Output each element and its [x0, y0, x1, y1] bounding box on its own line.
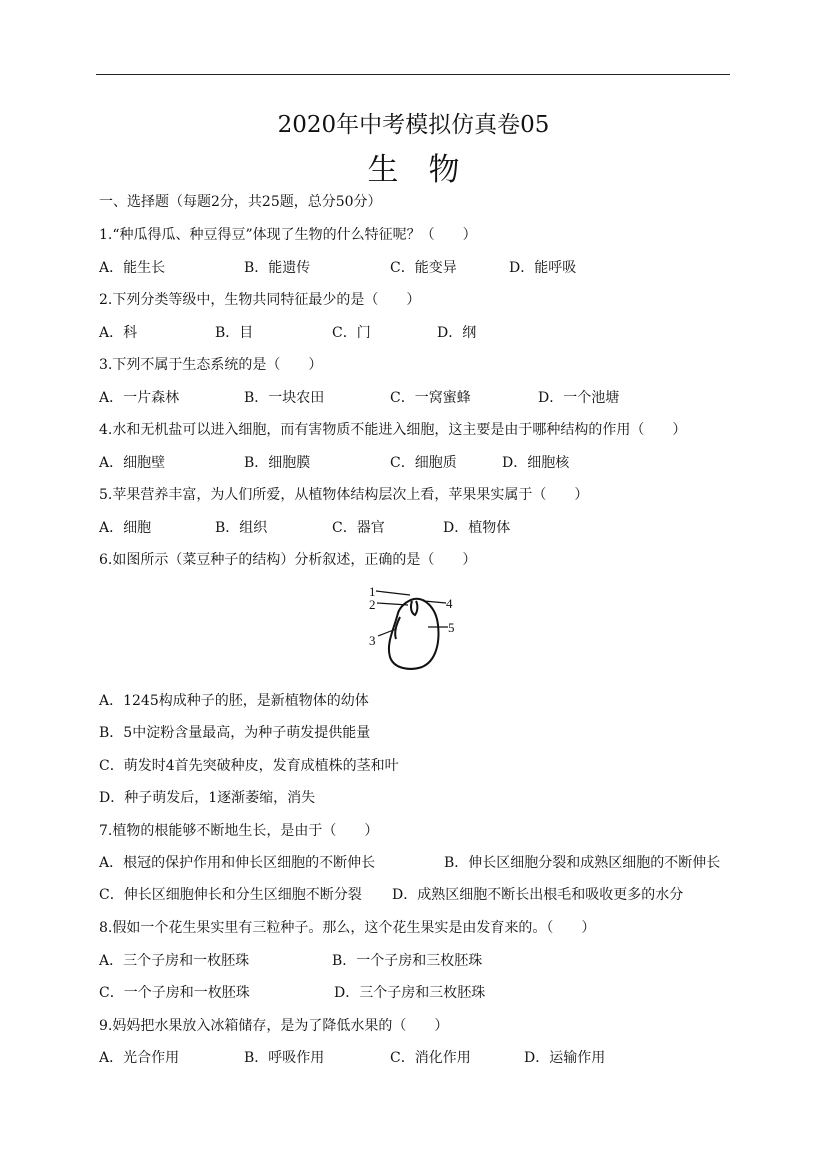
q6-option-a[interactable]: A．1245构成种子的胚，是新植物体的幼体 [99, 693, 369, 709]
q9-option-c[interactable]: C．消化作用 [390, 1050, 471, 1066]
subject-char-2: 物 [428, 152, 460, 188]
q5-option-c[interactable]: C．器官 [332, 520, 385, 536]
q1-option-a[interactable]: A．能生长 [99, 260, 166, 276]
subject-title [0, 144, 827, 189]
question-8-stem: 8.假如一个花生果实里有三粒种子。那么，这个花生果实是由发育来的。（ ） [99, 920, 596, 936]
q3-option-c[interactable]: C．一窝蜜蜂 [390, 390, 471, 406]
question-2-stem: 2.下列分类等级中，生物共同特征最少的是（ ） [99, 292, 421, 308]
section-heading: 一、选择题（每题2分，共25题，总分50分） [99, 194, 382, 210]
q8-option-b[interactable]: B．一个子房和三枚胚珠 [332, 953, 483, 969]
subject-char-1: 生 [367, 152, 399, 188]
header-rule [96, 74, 730, 75]
q3-option-a[interactable]: A．一片森林 [99, 390, 180, 406]
question-4-stem: 4.水和无机盐可以进入细胞，而有害物质不能进入细胞，这主要是由于哪种结构的作用（ ） [99, 422, 687, 438]
q6-option-b[interactable]: B．5中淀粉含量最高，为种子萌发提供能量 [99, 725, 371, 741]
q2-option-b[interactable]: B．目 [215, 325, 254, 341]
q5-option-d[interactable]: D．植物体 [443, 520, 511, 536]
figure-label-3: 3 [369, 633, 376, 648]
q3-option-b[interactable]: B．一块农田 [244, 390, 325, 406]
q8-option-a[interactable]: A．三个子房和一枚胚珠 [99, 953, 250, 969]
question-1-stem: 1.“种瓜得瓜、种豆得豆”体现了生物的什么特征呢？（ ） [99, 227, 477, 243]
figure-label-1: 1 [369, 584, 376, 599]
q1-option-b[interactable]: B．能遗传 [244, 260, 311, 276]
seed-outline [389, 599, 439, 669]
q2-option-c[interactable]: C．门 [332, 325, 371, 341]
question-3-stem: 3.下列不属于生态系统的是（ ） [99, 357, 323, 373]
question-7-stem: 7.植物的根能够不断地生长，是由于（ ） [99, 823, 379, 839]
figure-label-4: 4 [446, 596, 453, 611]
q2-option-a[interactable]: A．科 [99, 325, 138, 341]
q4-option-c[interactable]: C．细胞质 [390, 455, 457, 471]
q9-option-b[interactable]: B．呼吸作用 [244, 1050, 325, 1066]
q4-option-a[interactable]: A．细胞壁 [99, 455, 166, 471]
embryo-curve [411, 601, 417, 615]
q8-option-d[interactable]: D．三个子房和三枚胚珠 [334, 985, 486, 1001]
q2-option-d[interactable]: D．纲 [437, 325, 477, 341]
question-9-stem: 9.妈妈把水果放入冰箱储存，是为了降低水果的（ ） [99, 1018, 449, 1034]
q4-option-d[interactable]: D．细胞核 [502, 455, 570, 471]
question-6-stem: 6.如图所示（菜豆种子的结构）分析叙述，正确的是（ ） [99, 552, 477, 568]
q1-option-d[interactable]: D．能呼吸 [509, 260, 577, 276]
q7-option-c[interactable]: C．伸长区细胞伸长和分生区细胞不断分裂 [99, 887, 362, 903]
q1-option-c[interactable]: C．能变异 [390, 260, 457, 276]
q8-option-c[interactable]: C．一个子房和一枚胚珠 [99, 985, 250, 1001]
q9-option-a[interactable]: A．光合作用 [99, 1050, 180, 1066]
bean-seed-figure [360, 583, 470, 675]
label-line-1 [376, 591, 410, 595]
q9-option-d[interactable]: D．运输作用 [524, 1050, 606, 1066]
label-line-3 [378, 629, 396, 636]
q7-option-a[interactable]: A．根冠的保护作用和伸长区细胞的不断伸长 [99, 855, 376, 871]
figure-label-5: 5 [448, 620, 455, 635]
question-5-stem: 5.苹果营养丰富，为人们所爱，从植物体结构层次上看，苹果果实属于（ ） [99, 487, 589, 503]
page-title: 2020年中考模拟仿真卷05 [277, 112, 550, 138]
q4-option-b[interactable]: B．细胞膜 [244, 455, 311, 471]
q7-option-d[interactable]: D．成熟区细胞不断长出根毛和吸收更多的水分 [392, 887, 684, 903]
q5-option-b[interactable]: B．组织 [215, 520, 268, 536]
figure-label-2: 2 [369, 597, 376, 612]
q6-option-c[interactable]: C．萌发时4首先突破种皮，发育成植株的茎和叶 [99, 758, 399, 774]
q3-option-d[interactable]: D．一个池塘 [538, 390, 620, 406]
q5-option-a[interactable]: A．细胞 [99, 520, 152, 536]
q7-option-b[interactable]: B．伸长区细胞分裂和成熟区细胞的不断伸长 [444, 855, 721, 871]
q6-option-d[interactable]: D．种子萌发后，1逐渐萎缩，消失 [99, 790, 316, 806]
